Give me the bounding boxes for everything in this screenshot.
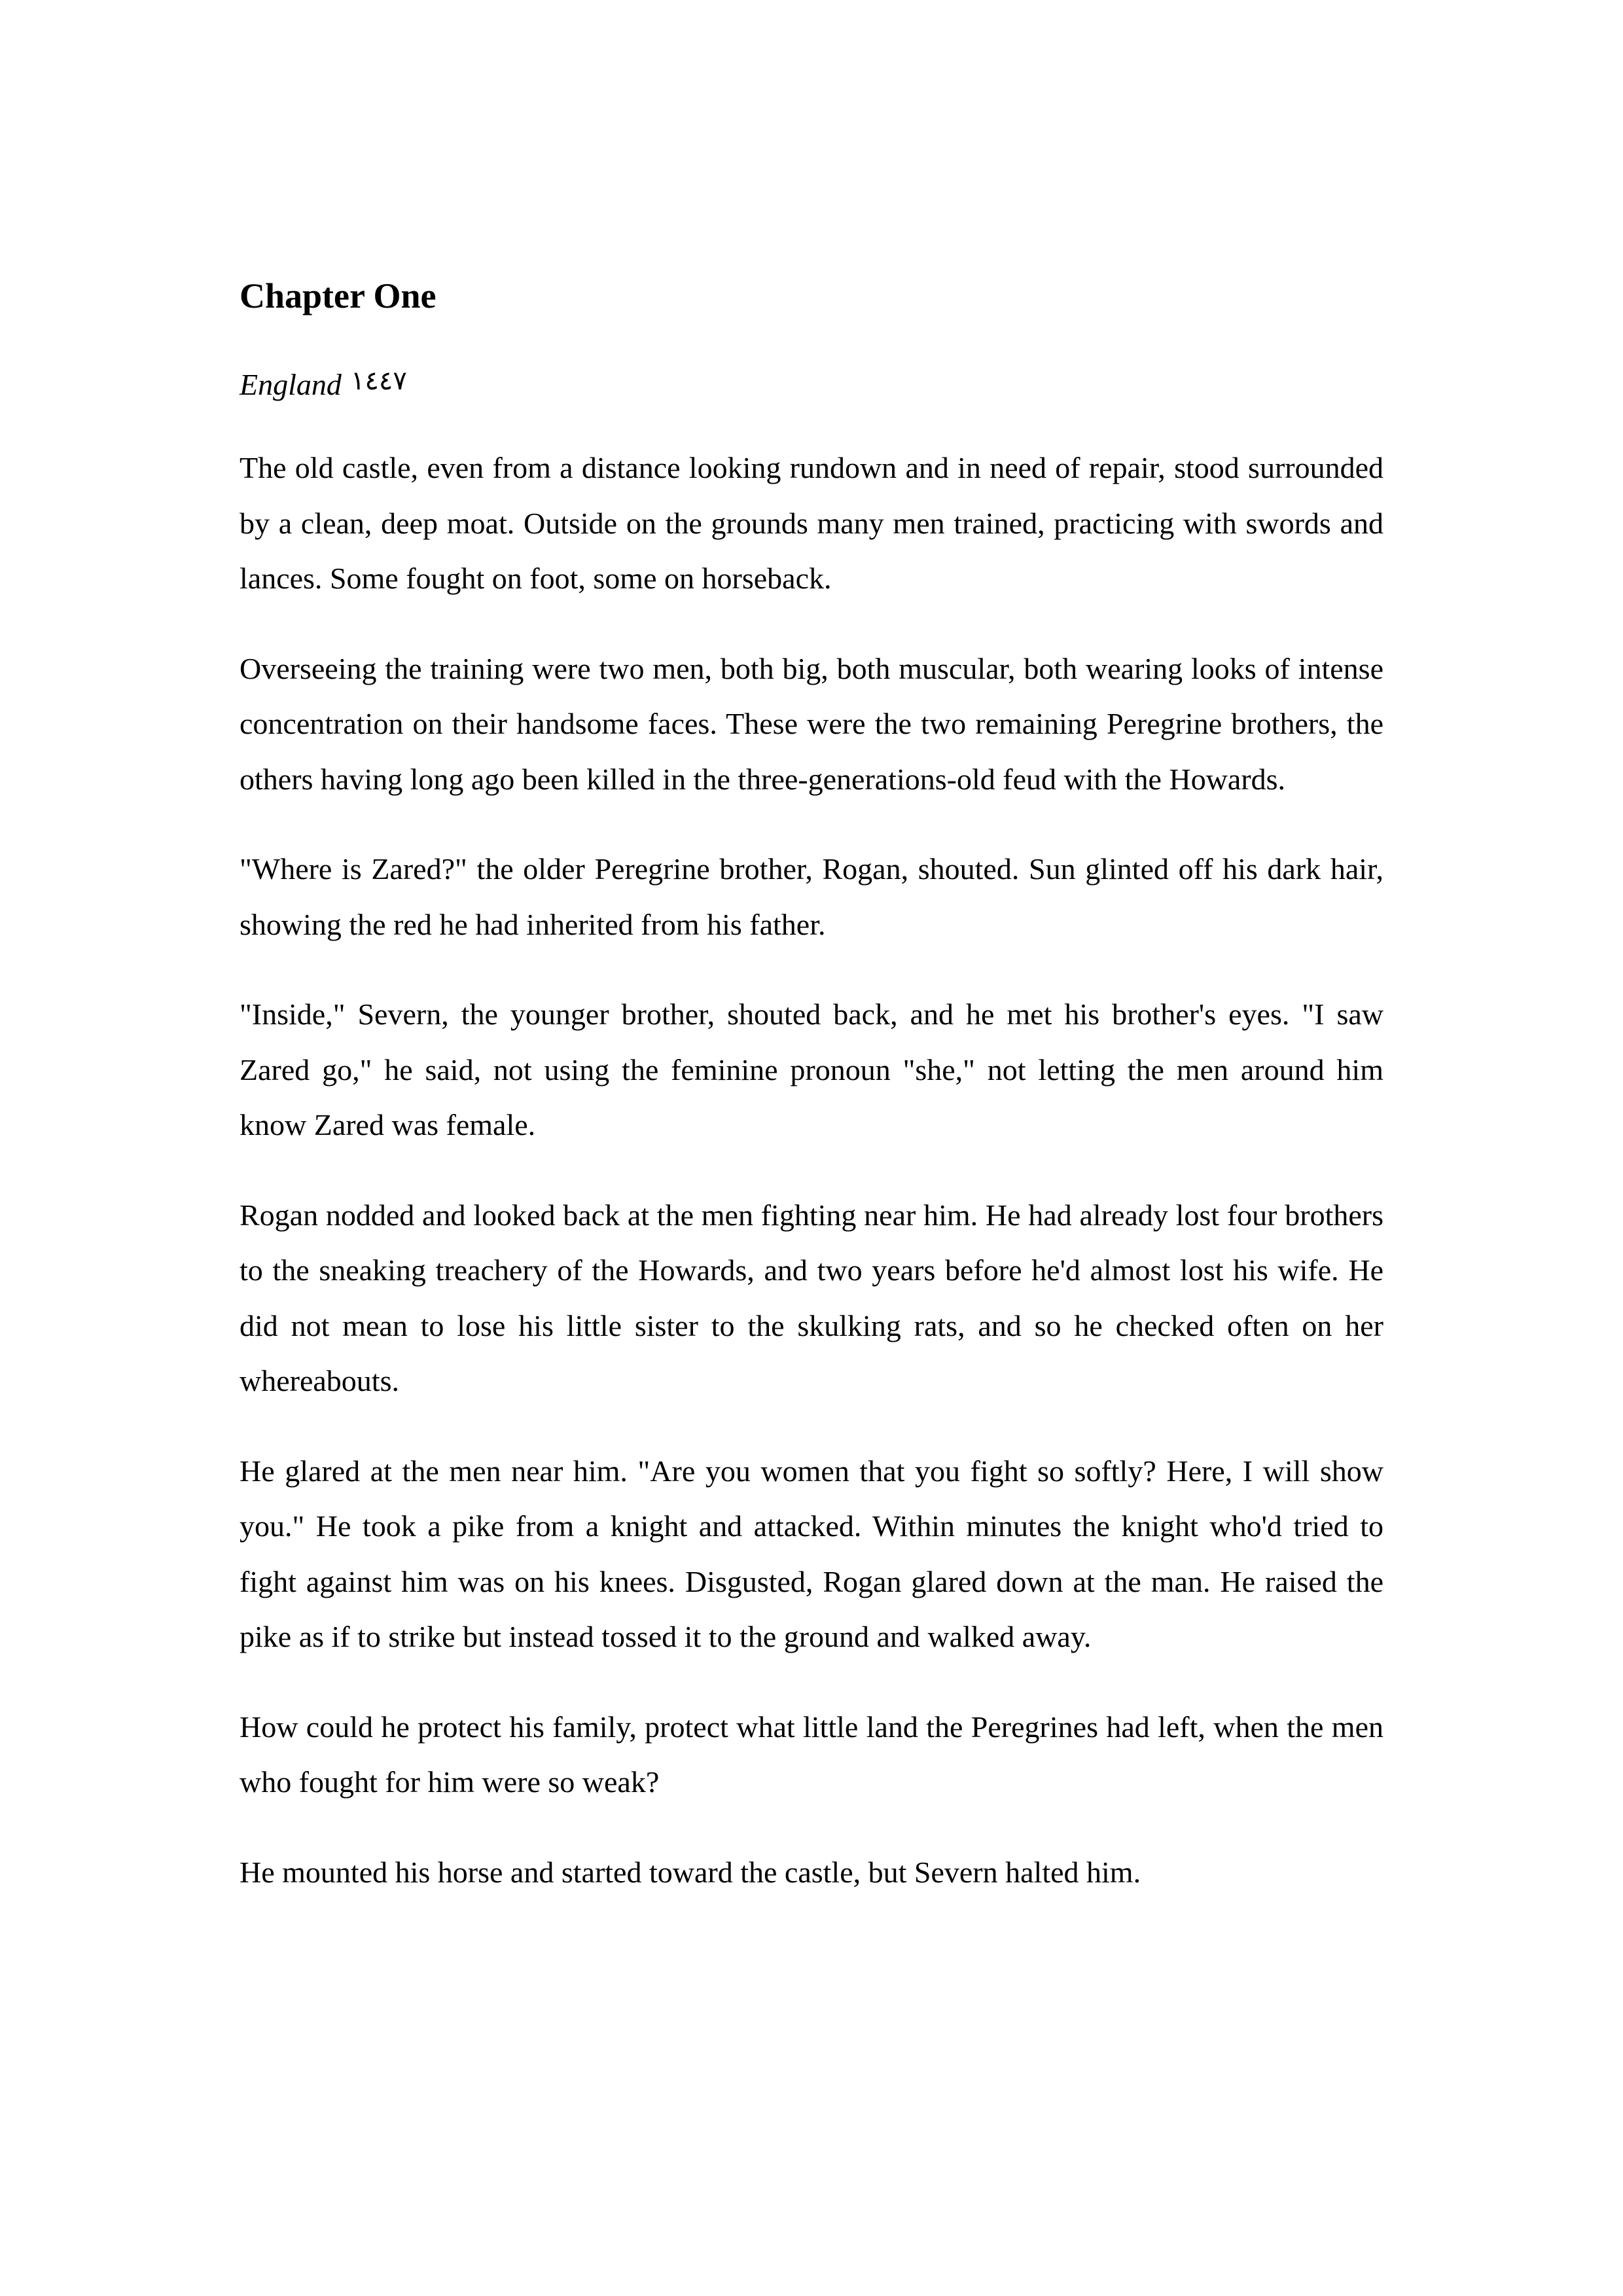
paragraph: Rogan nodded and looked back at the men fighting near him. He had already lost four brothers to the sneaking treachery of the Howards, and two years before he'd almost lost his wife. He did not mean to lose his little sister to the skulking rats, and so he checked often on her whereabouts. bbox=[240, 1198, 1383, 1397]
dateline-year: ١٤٤٧ bbox=[350, 366, 407, 395]
page-content bbox=[240, 275, 1383, 1900]
paragraph: He glared at the men near him. "Are you women that you fight so softly? Here, I will show you." He took a pike from a knight and attacked. Within minutes the knight who'd tried to fight against him was on his knees. Disgusted, Rogan glared down at the man. He raised the pike as if to strike but instead tossed it to the ground and walked away. bbox=[240, 1454, 1383, 1653]
paragraph: "Inside," Severn, the younger brother, shouted back, and he met his brother's eyes. "I saw Zared go," he said, not using the feminine pronoun "she," not letting the men around him know Zared was female. bbox=[240, 997, 1383, 1141]
paragraph: The old castle, even from a distance looking rundown and in need of repair, stood surrounded by a clean, deep moat. Outside on the grounds many men trained, practicing with swords and lances. Some fought on foot, some on horseback. bbox=[240, 451, 1383, 595]
chapter-dateline bbox=[240, 367, 1383, 406]
dateline-place: England bbox=[240, 368, 342, 401]
paragraph: Overseeing the training were two men, both big, both muscular, both wearing looks of intense concentration on their handsome faces. These were the two remaining Peregrine brothers, the others having long ago been killed in the three-generations-old feud with the Howards. bbox=[240, 651, 1383, 796]
paragraph: How could he protect his family, protect what little land the Peregrines had left, when the men who fought for him were so weak? bbox=[240, 1710, 1383, 1799]
chapter-title: Chapter One bbox=[240, 276, 437, 315]
paragraph: "Where is Zared?" the older Peregrine brother, Rogan, shouted. Sun glinted off his dark hair, showing the red he had inherited from his father. bbox=[240, 852, 1383, 941]
paragraph: He mounted his horse and started toward the castle, but Severn halted him. bbox=[240, 1855, 1141, 1889]
